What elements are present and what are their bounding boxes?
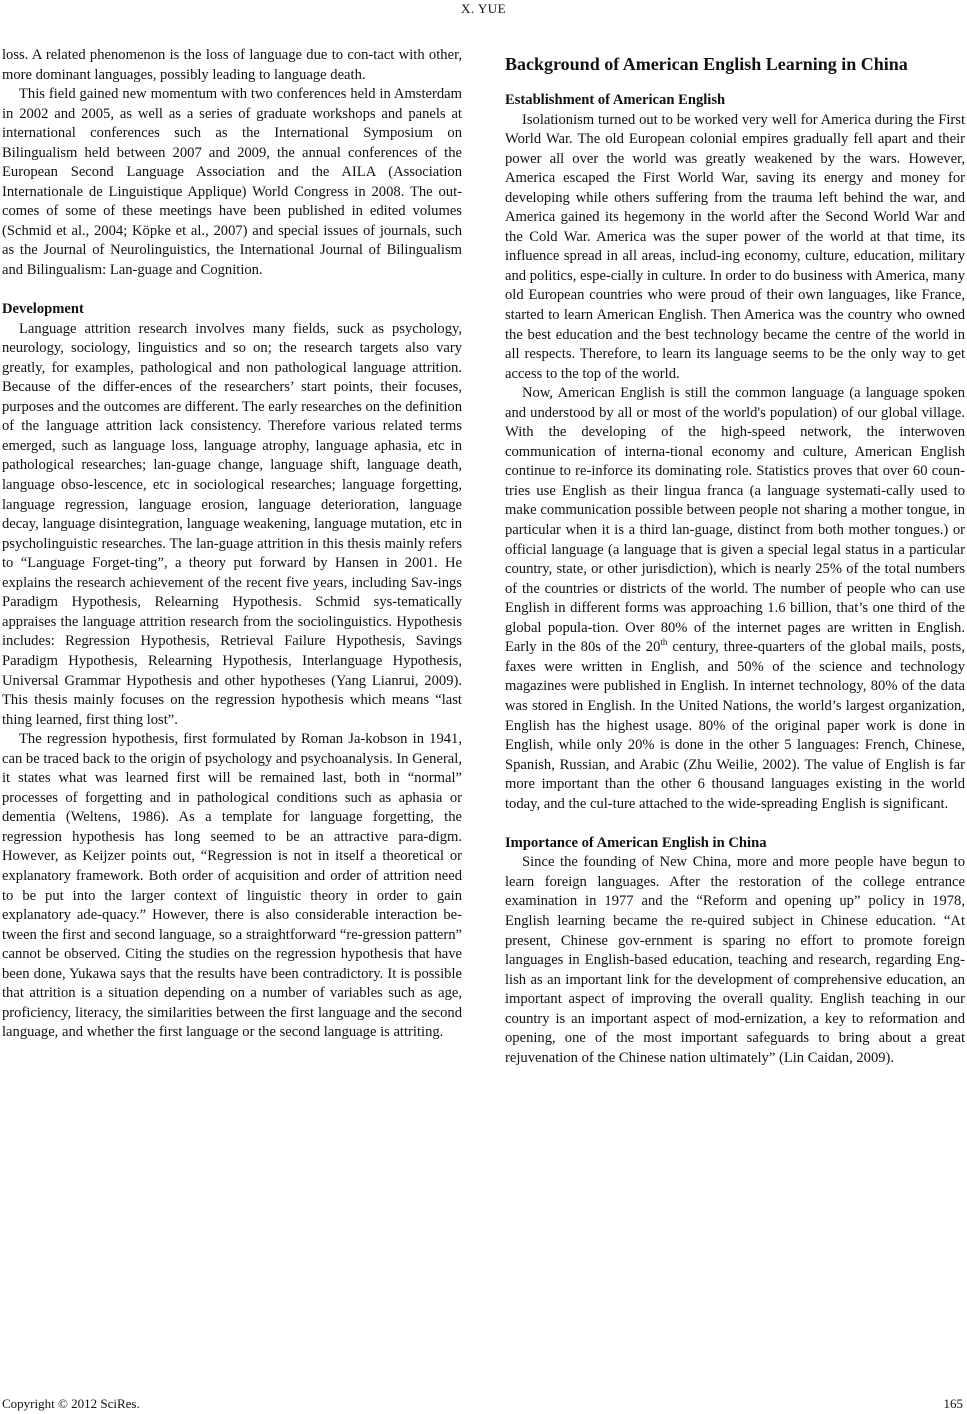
page-number: 165 <box>943 1396 963 1411</box>
superscript: th <box>660 637 668 648</box>
paragraph: loss. A related phenomenon is the loss of language due to con-tact with other, more dominant languages, possibly leading to language death. <box>2 47 462 83</box>
left-column <box>2 46 462 1043</box>
paragraph: Language attrition research involves many fields, suck as psychology, neurology, sociology, linguistics and so on; the research targets also vary greatly, for examples, pathological and non pathological language attrition. Because of the differ-ences of the researchers’ start points, their focuses, purposes and the outcomes are different. The early researches on the definition of the language attrition lack consistency. Therefore various related terms emerged, such as language loss, language atrophy, language aphasia, etc in pathological researches; lan-guage change, language shift, language death, language obso-lescence, etc in sociological researches; language forgetting, language regression, language erosion, language deterioration, language decay, language disintegration, language weakening, language mutation, etc in psycholinguistic researches. The lan-guage attrition in this thesis mainly refers to “Language Forget-ting”, a theory put forward by Hansen in 2001. He explains the research achievement of the recent five years, including Sav-ings Paradigm Hypothesis, Relearning Hypothesis. Schmid sys-tematically appraises the language attrition research from the sociolinguistics. Hypothesis includes: Regression Hypothesis, Retrieval Failure Hypothesis, Savings Paradigm Hypothesis, Relearning Hypothesis, Interlanguage Hypothesis, Universal Grammar Hypothesis and other hypotheses (Yang Lianrui, 2009). This thesis mainly focuses on the regression hypothesis which means “last thing learned, first thing lost”. <box>2 320 462 728</box>
spacer <box>2 281 462 301</box>
copyright-footer: Copyright © 2012 SciRes. <box>2 1396 140 1411</box>
paragraph: The regression hypothesis, first formulated by Roman Ja-kobson in 1941, can be traced back to the origin of psychology and psychoanalysis. In General, it states what was learned first will be remained last, both in “normal” processes of forgetting and in pathological conditions such as aphasia or dementia (Weltens, 1986). As a template for language forgetting, the regression hypothesis has long seemed to be an attractive para-digm. However, as Keijzer points out, “Regression is not in itself a theoretical or explanatory framework. Both order of acquisition and order of attrition need to be put into the larger context of linguistic theory in order to gain explanatory ade-quacy.” However, there is also considerable interaction be-tween the first and second language, so a straightforward “re-gression pattern” cannot be observed. Citing the studies on the regression hypothesis that have been done, Yukawa says that the results have been contradictory. It is possible that attrition is a situation depending on a number of variables such as age, proficiency, literacy, the similarities between the first language and the second language, and whether the first language or the second language is attriting. <box>2 731 462 1041</box>
right-column <box>505 46 965 1068</box>
section-title: Background of American English Learning in China <box>505 54 908 74</box>
paragraph: Isolationism turned out to be worked very well for America during the First World War. The old European colonial empires gradually fell apart and their power all over the world was greatly weakened by the wars. However, America escaped the First World War, saving its energy and money for developing while others suffering from the trauma left behind the war, and America gained its hegemony in the world after the Second World War and the Cold War. America was the super power of the world at that time, its influence spread in all areas, includ-ing economy, culture, education, military and politics, espe-cially in culture. In order to do business with America, many old European countries who were proud of their own languages, like France, started to learn American English. Then America was the country who owned the best education and the best technology became the centre of the world in all respects. Therefore, to learn its language seems to be the only way to get access to the top of the world. <box>505 111 965 382</box>
spacer <box>505 814 965 834</box>
paragraph-text: Now, American English is still the common language (a language spoken and understood by all or most of the world's population) of our global village. With the developing of the high-speed network, the interwoven communication of interna-tional economy and culture, American English continue to re-inforce its dominating role. Statistics proves that over 60 coun-tries use English as their lingua franca (a language systemati-cally used to make communication possible between people not sharing a mother tongue, in particular when it is a third lan-guage, distinct from both mother tongues.) or official language (a language that is given a special legal status in a particular country, state, or other jurisdiction), which is nearly 25% of the total numbers of the countries or districts of the world. The number of people who can use English in different forms was approaching 1.6 billion, that’s one third of the global popula-tion. Over 80% of the internet pages are written in English. Early in the 80s of the 20 <box>505 385 965 656</box>
subheading-development: Development <box>2 301 84 318</box>
running-head: X. YUE <box>460 1 507 16</box>
subheading-establishment: Establishment of American English <box>505 92 726 108</box>
subheading-importance: Importance of American English in China <box>505 834 767 851</box>
paragraph <box>505 384 965 814</box>
paragraph-text: century, three-quarters of the global mails, posts, faxes were written in English, and 50% of the science and technology magazines were published in English. In internet technology, 80% of the data was stored in English. In the United Nations, the world’s largest organization, English has the highest usage. 80% of the original paper work is done in English, while only 20% is done in the other 5 languages: French, Chinese, Spanish, Russian, and Arabic (Zhu Weilie, 2002). The value of English is far more important than the other 6 thousand languages existing in the world today, and the cul-ture attached to the wide-spreading English is significant. <box>505 639 965 812</box>
paragraph: This field gained new momentum with two conferences held in Amsterdam in 2002 and 2005, as well as a series of graduate workshops and panels at international conferences such as the International Symposium on Bilingualism held between 2007 and 2009, the annual conferences of the European Second Language Association and the AILA (Association Internationale de Linguistique Applique) World Congress in 2008. The out-comes of some of these meetings have been published in edited volumes (Schmid et al., 2004; Köpke et al., 2007) and special issues of journals, such as the Journal of Neurolinguistics, the International Journal of Bilingualism and Bilingualism: Lan-guage and Cognition. <box>2 86 462 279</box>
paragraph: Since the founding of New China, more and more people have begun to learn foreign languages. After the restoration of the college entrance examination in 1977 and the “Reform and opening up” policy in 1978, English learning became the re-quired subject in Chinese education. “At present, Chinese gov-ernment is sparing no effort to promote foreign languages in English-based education, teaching and research, regarding Eng-lish as an important link for the development of comprehensive education, an important aspect of improving the overall quality. English teaching in our country is an important aspect of mod-ernization, a key to reformation and opening, one of the most important safeguards to bring about a great rejuvenation of the Chinese nation ultimately” (Lin Caidan, 2009). <box>505 854 965 1066</box>
